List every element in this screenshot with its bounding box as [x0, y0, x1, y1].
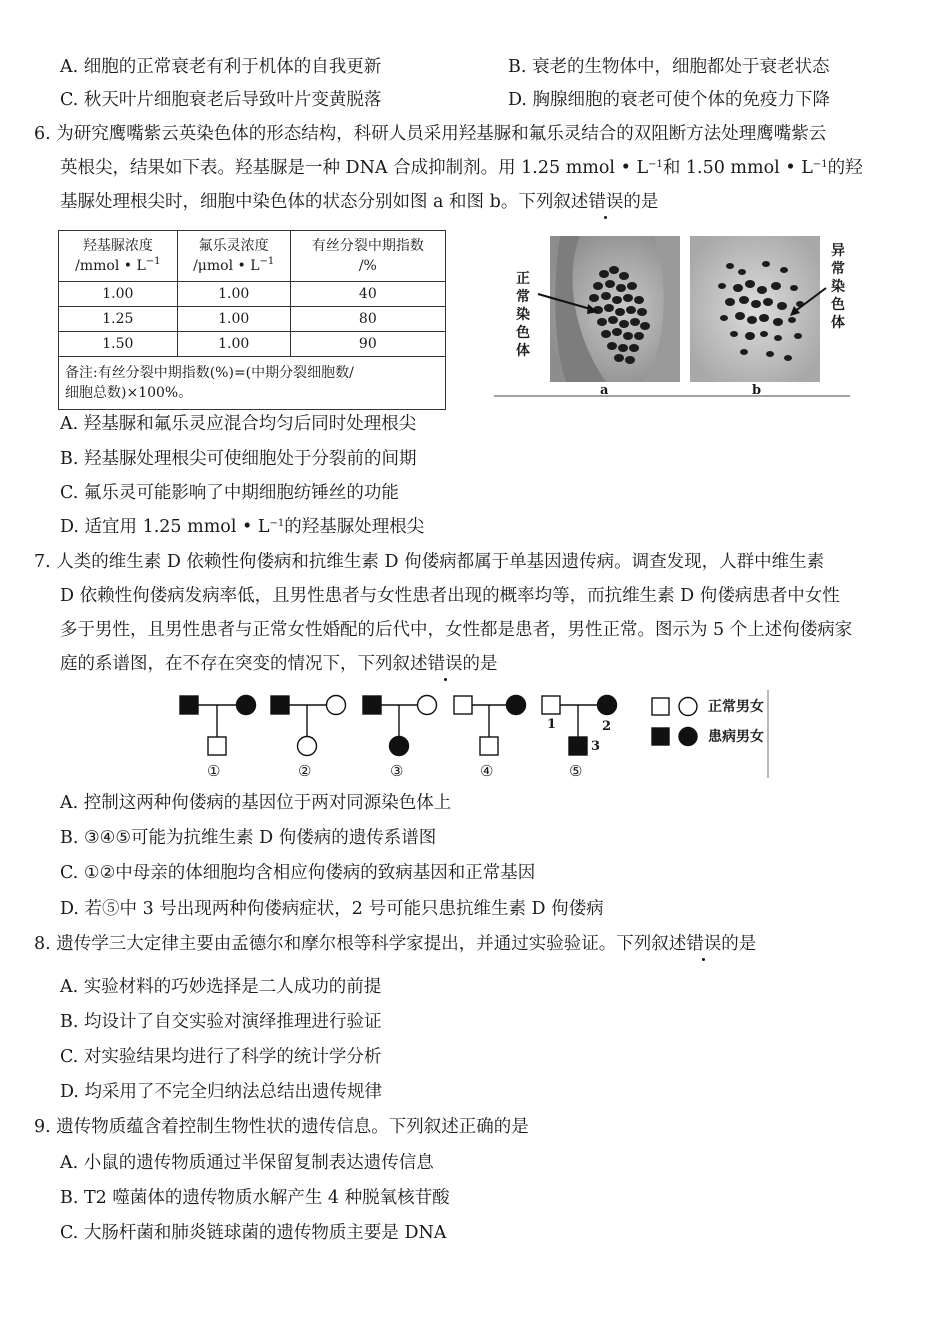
family-label-4: ④ [480, 762, 494, 780]
q6-micrograph-figure [494, 236, 850, 400]
table-note: 备注:有丝分裂中期指数(%)=(中期分裂细胞数/ 细胞总数)×100%。 [59, 357, 446, 410]
q5-option-b: B. 衰老的生物体中，细胞都处于衰老状态 [508, 57, 830, 77]
q9-option-c: C. 大肠杆菌和肺炎链球菌的遗传物质主要是 DNA [60, 1223, 447, 1243]
legend-normal: 正常男女 [708, 699, 764, 715]
individual-number-2: 2 [602, 719, 612, 734]
table-row [59, 332, 446, 357]
pedigree-diagram [170, 686, 776, 782]
q7-option-a: A. 控制这两种佝偻病的基因位于两对同源染色体上 [60, 793, 452, 813]
q5-option-c: C. 秋天叶片细胞衰老后导致叶片变黄脱落 [60, 90, 382, 110]
table-cell: 1.25 [59, 307, 178, 332]
q9-option-b: B. T2 噬菌体的遗传物质水解产生 4 种脱氧核苷酸 [60, 1188, 450, 1208]
q6-option-c: C. 氟乐灵可能影响了中期细胞纺锤丝的功能 [60, 483, 399, 503]
individual-number-3: 3 [591, 739, 601, 754]
q5-option-a: A. 细胞的正常衰老有利于机体的自我更新 [60, 57, 382, 77]
q6-option-b: B. 羟基脲处理根尖可使细胞处于分裂前的间期 [60, 449, 417, 469]
q8-option-a: A. 实验材料的巧妙选择是二人成功的前提 [60, 977, 382, 997]
q9-option-a: A. 小鼠的遗传物质通过半保留复制表达遗传信息 [60, 1153, 434, 1173]
family-label-2: ② [298, 762, 312, 780]
table-cell: 1.00 [59, 282, 178, 307]
family-label-3: ③ [390, 762, 404, 780]
q6-stem-line1: 6. 为研究鹰嘴紫云英染色体的形态结构，科研人员采用羟基脲和氟乐灵结合的双阻断方法处理鹰嘴紫云 [34, 124, 827, 144]
table-cell: 40 [290, 282, 445, 307]
q7-stem-line3: 多于男性，且男性患者与正常女性婚配的后代中，女性都是患者，男性正常。图示为 5 个上述佝偻病家 [60, 620, 853, 640]
table-row [59, 282, 446, 307]
table-cell: 1.00 [177, 282, 290, 307]
q8-stem: 8. 遗传学三大定律主要由孟德尔和摩尔根等科学家提出，并通过实验验证。下列叙述错误的是 [34, 934, 757, 954]
q7-stem-line1: 7. 人类的维生素 D 依赖性佝偻病和抗维生素 D 佝偻病都属于单基因遗传病。调查发现，人群中维生素 [34, 552, 825, 572]
table-cell: 1.00 [177, 332, 290, 357]
q5-option-d: D. 胸腺细胞的衰老可使个体的免疫力下降 [508, 90, 831, 110]
q6-data-table [58, 230, 446, 410]
q7-option-c: C. ①②中母亲的体细胞均含相应佝偻病的致病基因和正常基因 [60, 863, 536, 883]
q8-option-c: C. 对实验结果均进行了科学的统计学分析 [60, 1047, 382, 1067]
q6-option-a: A. 羟基脲和氟乐灵应混合均匀后同时处理根尖 [60, 414, 417, 434]
q7-option-d: D. 若⑤中 3 号出现两种佝偻病症状，2 号可能只患抗维生素 D 佝偻病 [60, 899, 604, 919]
label-a: a [600, 383, 609, 398]
legend-affected: 患病男女 [708, 729, 764, 745]
table-row [59, 307, 446, 332]
q6-stem-line3: 基脲处理根尖时，细胞中染色体的状态分别如图 a 和图 b。下列叙述错误的是 [60, 192, 659, 212]
q7-stem-line4: 庭的系谱图，在不存在突变的情况下，下列叙述错误的是 [60, 654, 498, 674]
table-cell: 1.50 [59, 332, 178, 357]
family-label-1: ① [207, 762, 221, 780]
family-label-5: ⑤ [569, 762, 583, 780]
q6-option-d: D. 适宜用 1.25 mmol • $L^{-1}$的羟基脲处理根尖 [60, 517, 425, 537]
label-abnormal-chromosome: 异 常 染 色 体 [831, 243, 845, 331]
label-b: b [752, 383, 762, 398]
table-cell: 80 [290, 307, 445, 332]
table-cell: 1.00 [177, 307, 290, 332]
table-header-trifluralin: 氟乐灵浓度 /μmol • $L^{-1}$ [177, 231, 290, 282]
table-header-hu: 羟基脲浓度 /mmol • $L^{-1}$ [59, 231, 178, 282]
label-normal-chromosome: 正 常 染 色 体 [516, 271, 530, 359]
table-header-index: 有丝分裂中期指数 /% [290, 231, 445, 282]
q7-option-b: B. ③④⑤可能为抗维生素 D 佝偻病的遗传系谱图 [60, 828, 437, 848]
table-cell: 90 [290, 332, 445, 357]
q7-stem-line2: D 依赖性佝偻病发病率低，且男性患者与女性患者出现的概率均等，而抗维生素 D 佝偻病患者中女性 [60, 586, 840, 606]
micrograph-images [494, 236, 850, 400]
q9-stem: 9. 遗传物质蕴含着控制生物性状的遗传信息。下列叙述正确的是 [34, 1117, 529, 1137]
q8-option-d: D. 均采用了不完全归纳法总结出遗传规律 [60, 1082, 383, 1102]
q6-stem-line2: 英根尖，结果如下表。羟基脲是一种 DNA 合成抑制剂。用 1.25 mmol • $L^{-1}$和 1.50 mmol • $L^{-1}$的羟 [60, 158, 863, 178]
individual-number-1: 1 [547, 717, 557, 732]
q8-option-b: B. 均设计了自交实验对演绎推理进行验证 [60, 1012, 382, 1032]
q7-pedigree-chart [170, 686, 776, 787]
